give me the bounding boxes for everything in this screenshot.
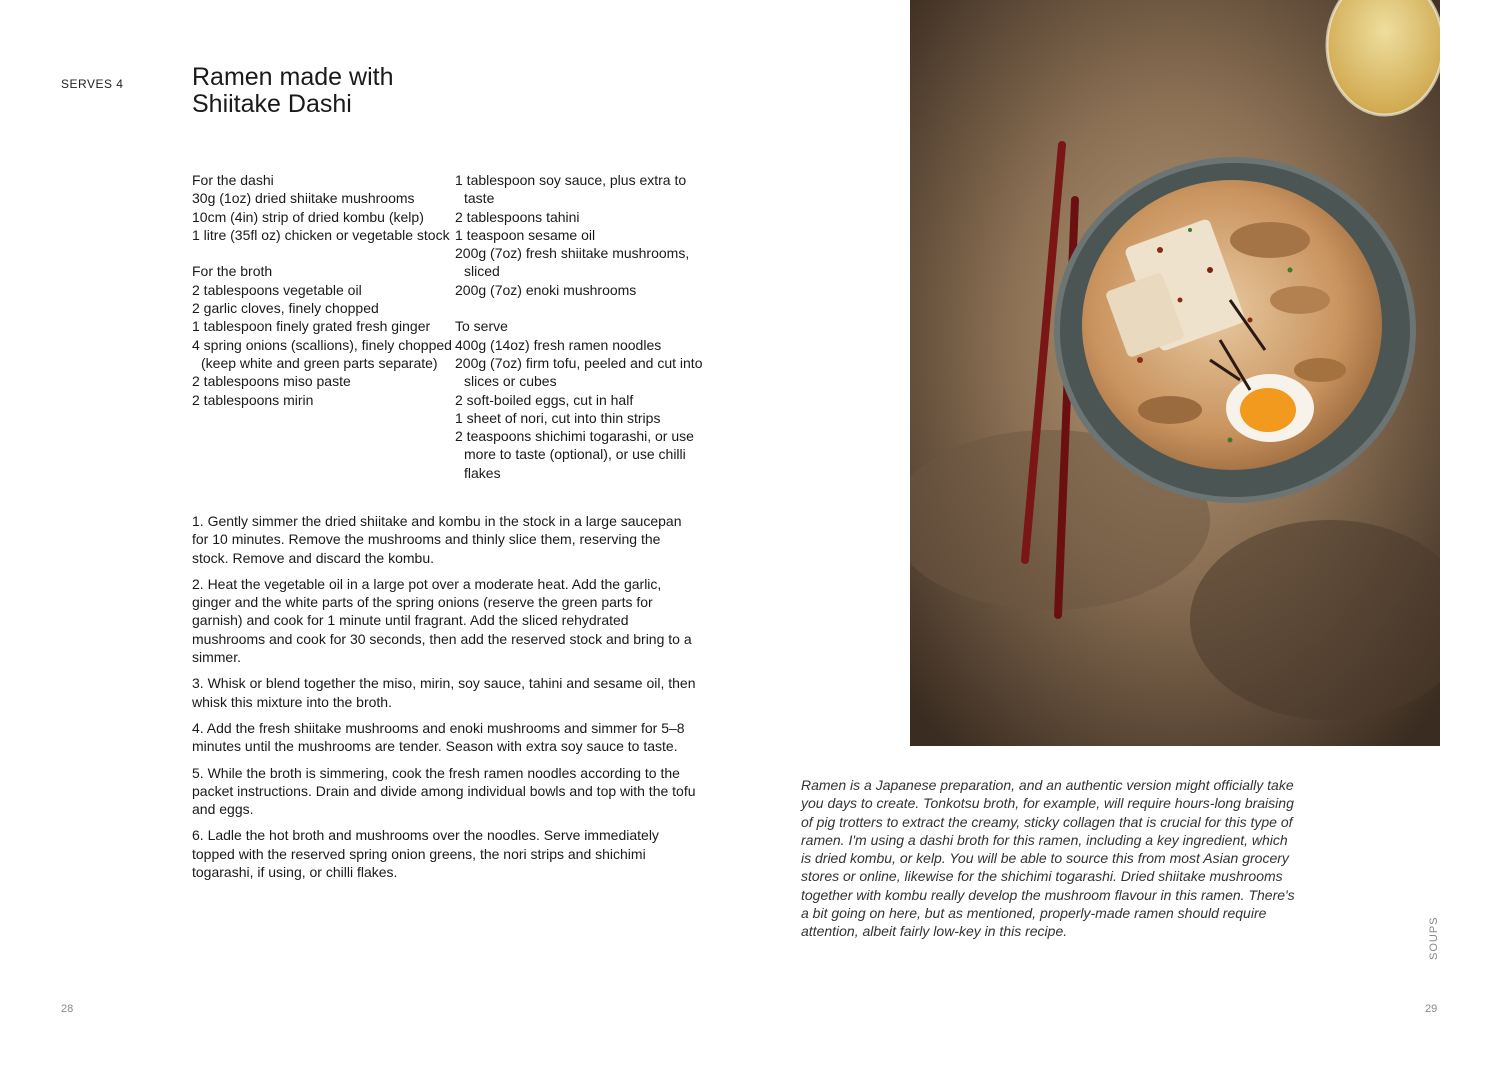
ingredient-group: [455, 171, 705, 299]
ingredient-item: 400g (14oz) fresh ramen noodles: [455, 336, 662, 353]
ingredient-item: 1 litre (35fl oz) chicken or vegetable stock: [192, 226, 450, 243]
ingredient-group: [192, 171, 454, 244]
page-number-left: 28: [61, 1003, 74, 1015]
ingredient-item: 10cm (4in) strip of dried kombu (kelp): [192, 208, 424, 225]
ingredient-item: 200g (7oz) firm tofu, peeled and cut into slices or cubes: [455, 354, 703, 390]
ingredient-group-heading: For the broth: [192, 263, 273, 280]
ingredient-item: 1 sheet of nori, cut into thin strips: [455, 409, 661, 426]
title-line-1: Ramen made with: [192, 63, 394, 91]
method-step: 6. Ladle the hot broth and mushrooms over the noodles. Serve immediately topped with the reserved spring onion greens, the nori strips and shichimi togarashi, if using, or chilli flakes.: [192, 827, 659, 881]
ingredient-item: 2 tablespoons tahini: [455, 208, 580, 225]
ingredient-item: 4 spring onions (scallions), finely chopped (keep white and green parts separate): [192, 336, 452, 371]
ingredients-column-1: [192, 171, 454, 427]
ingredient-item: 30g (1oz) dried shiitake mushrooms: [192, 190, 415, 207]
ingredient-item: 200g (7oz) fresh shiitake mushrooms, sliced: [455, 245, 690, 280]
ingredient-item: 2 tablespoons mirin: [192, 391, 314, 408]
ingredient-group-heading: For the dashi: [192, 172, 274, 188]
ingredient-group: [455, 317, 705, 482]
recipe-introduction: Ramen is a Japanese preparation, and an authentic version might officially take you days to create. Tonkotsu broth, for example, will require hours-long braising of pig trotters to extract the creamy, sticky collagen that is crucial for this type of ramen. I'm using a dashi broth for this ramen, including a key ingredient, which is dried kombu, or kelp. You will be able to source this from most Asian grocery stores or online, likewise for the shichimi togarashi. Dried shiitake mushrooms together with kombu really develop the mushroom flavour in this ramen. There's a bit going on here, but as mentioned, properly-made ramen should require attention, albeit fairly low-key in this recipe.: [801, 777, 1295, 940]
ingredient-item: 2 garlic cloves, finely chopped: [192, 300, 379, 317]
title-line-2: Shiitake Dashi: [192, 90, 352, 118]
recipe-title: [192, 64, 572, 118]
method-step: 1. Gently simmer the dried shiitake and kombu in the stock in a large saucepan for 10 minutes. Remove the mushrooms and thinly slice them, reserving the stock. Remove and discard the kombu.: [192, 513, 682, 566]
ramen-bowl-photo: [910, 0, 1440, 746]
ingredient-item: 2 tablespoons miso paste: [192, 373, 351, 390]
ingredient-item: 1 tablespoon finely grated fresh ginger: [192, 318, 431, 335]
method-step: 4. Add the fresh shiitake mushrooms and enoki mushrooms and simmer for 5–8 minutes until the mushrooms are tender. Season with extra soy sauce to taste.: [192, 719, 685, 755]
ingredient-item: 200g (7oz) enoki mushrooms: [455, 281, 637, 298]
ingredient-item: 2 soft-boiled eggs, cut in half: [455, 391, 634, 408]
ingredient-item: 2 teaspoons shichimi togarashi, or use more to taste (optional), or use chilli flakes: [455, 428, 694, 481]
method-step: 5. While the broth is simmering, cook the fresh ramen noodles according to the packet instructions. Drain and divide among individual bowls and top with the tofu and eggs.: [192, 764, 696, 818]
method-steps: [192, 512, 698, 889]
ingredient-group: [192, 262, 454, 408]
ingredient-item: 1 teaspoon sesame oil: [455, 226, 596, 243]
ingredients-column-2: [455, 171, 705, 500]
page-number-right: 29: [1425, 1003, 1438, 1015]
ingredient-group-heading: To serve: [455, 318, 508, 335]
method-step: 3. Whisk or blend together the miso, mirin, soy sauce, tahini and sesame oil, then whisk this mixture into the broth.: [192, 675, 696, 710]
method-step: 2. Heat the vegetable oil in a large pot over a moderate heat. Add the garlic, ginger and the white parts of the spring onions (reserve the green parts for garnish) and cook for 1 minute until fragrant. Add the sliced rehydrated mushrooms and cook for 30 seconds, then add the reserved stock and bring to a simmer.: [192, 575, 692, 666]
ingredient-item: 2 tablespoons vegetable oil: [192, 281, 362, 298]
serves-label: SERVES 4: [61, 77, 124, 91]
section-label: SOUPS: [1428, 916, 1440, 960]
ingredient-item: 1 tablespoon soy sauce, plus extra to taste: [455, 172, 687, 207]
